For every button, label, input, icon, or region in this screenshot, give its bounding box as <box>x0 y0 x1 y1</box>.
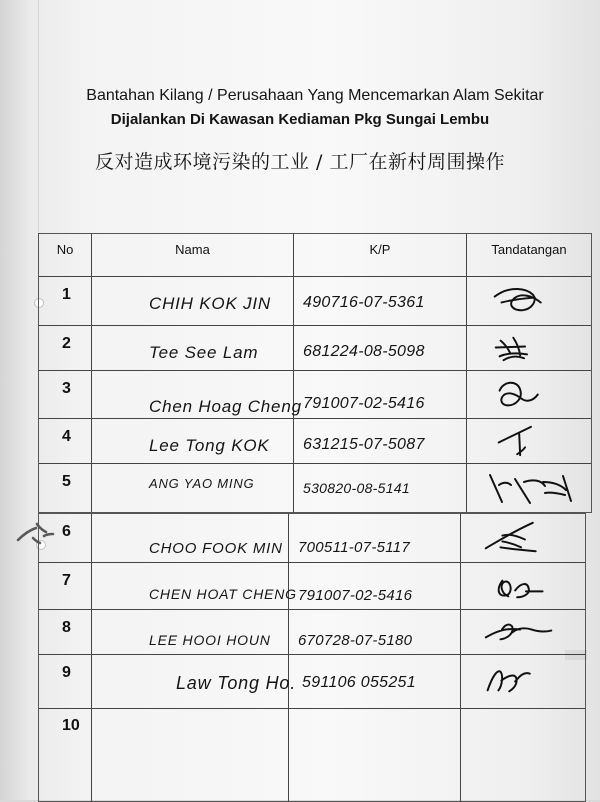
name-cell <box>92 610 289 654</box>
row-number-cell <box>39 277 92 325</box>
name-cell <box>92 326 294 370</box>
header-cell-no <box>39 234 92 276</box>
row-number: 8 <box>62 619 71 636</box>
table-row <box>39 464 591 512</box>
name-cell <box>92 563 297 609</box>
table-row <box>39 709 585 801</box>
signature-cell <box>467 326 591 370</box>
signature-graphic <box>469 610 574 654</box>
table-row <box>39 563 585 610</box>
signature-graphic <box>469 563 574 609</box>
kp-cell <box>294 419 467 463</box>
row-number-cell <box>39 464 92 512</box>
row-kp: 700511-07-5117 <box>298 539 411 556</box>
header-label-kp: K/P <box>369 242 391 257</box>
signature-mark <box>475 464 580 512</box>
row-number: 4 <box>62 428 71 445</box>
header-label-tandatangan: Tandatangan <box>491 242 567 257</box>
header-cell-nama <box>92 234 294 276</box>
kp-cell <box>289 514 461 562</box>
row-name: Law Tong Ho. <box>176 673 297 693</box>
row-number-cell <box>39 655 92 708</box>
row-name: ANG YAO MING <box>149 476 255 491</box>
signature-mark <box>469 563 574 609</box>
row-number: 5 <box>62 473 71 490</box>
row-kp: 670728-07-5180 <box>298 632 413 649</box>
signature-graphic <box>469 514 574 562</box>
row-number: 9 <box>62 664 71 681</box>
signature-graphic <box>475 326 580 370</box>
kp-cell <box>294 277 467 325</box>
signature-cell <box>461 563 585 609</box>
name-cell <box>92 419 294 463</box>
header-label-no: No <box>56 242 74 257</box>
row-number: 1 <box>62 286 71 303</box>
table-header-row <box>39 234 591 277</box>
row-number-cell <box>39 371 92 418</box>
table-row <box>39 655 585 709</box>
name-cell <box>92 464 294 512</box>
row-number: 3 <box>62 380 71 397</box>
row-kp: 631215-07-5087 <box>303 436 425 453</box>
header-cell-tandatangan <box>467 234 591 276</box>
signature-graphic <box>475 277 580 325</box>
kp-cell <box>289 563 461 609</box>
signature-mark <box>475 371 580 418</box>
row-kp: 681224-08-5098 <box>303 343 425 360</box>
heading-line-2: Dijalankan Di Kawasan Kediaman Pkg Sungai Lembu <box>110 111 490 128</box>
paper-tab-edge <box>565 650 587 660</box>
row-number: 2 <box>62 335 71 352</box>
signature-graphic <box>475 464 580 512</box>
table-row <box>39 610 585 655</box>
row-number-cell <box>39 709 92 801</box>
row-number-cell <box>39 419 92 463</box>
row-number-cell <box>39 610 92 654</box>
signature-mark <box>469 610 574 654</box>
signature-cell <box>461 655 585 708</box>
name-cell <box>92 371 302 418</box>
name-cell <box>92 514 289 562</box>
kp-cell <box>289 655 461 708</box>
kp-cell <box>289 709 461 801</box>
signature-cell <box>467 371 591 418</box>
row-name: LEE HOOI HOUN <box>149 632 271 648</box>
row-number: 7 <box>62 572 71 589</box>
signature-cell <box>467 277 591 325</box>
signature-mark <box>475 326 580 370</box>
signature-mark <box>475 419 580 463</box>
table-row <box>39 277 591 326</box>
row-name: CHIH KOK JIN <box>149 294 272 313</box>
signature-cell <box>461 610 585 654</box>
signature-mark <box>475 277 580 325</box>
row-name: Lee Tong KOK <box>149 436 270 455</box>
table-row <box>39 326 591 371</box>
signature-graphic <box>475 419 580 463</box>
row-name: CHOO FOOK MIN <box>149 540 283 557</box>
kp-cell <box>289 610 461 654</box>
heading-line-3: 反对造成环境污染的工业 / 工厂在新村周围操作 <box>95 151 505 173</box>
signature-cell <box>467 464 591 512</box>
row-kp: 791007-02-5416 <box>298 587 413 604</box>
row-kp: 490716-07-5361 <box>303 294 425 311</box>
name-cell <box>92 655 297 708</box>
kp-cell <box>294 464 467 512</box>
kp-cell <box>294 326 467 370</box>
signature-graphic <box>475 371 580 418</box>
signature-mark <box>469 655 574 708</box>
name-cell <box>92 277 294 325</box>
header-cell-kp <box>294 234 467 276</box>
signature-table-upper <box>38 233 592 513</box>
row-kp: 791007-02-5416 <box>303 395 425 412</box>
row-kp: 591106 055251 <box>302 674 416 691</box>
row-number: 6 <box>62 523 71 540</box>
row-number-cell <box>39 326 92 370</box>
row-name: Tee See Lam <box>149 343 259 362</box>
row-name: Chen Hoag Cheng <box>149 397 302 416</box>
signature-mark <box>469 514 574 562</box>
signature-cell <box>461 709 585 801</box>
signature-graphic <box>469 655 574 708</box>
row-number: 10 <box>62 717 80 734</box>
row-name: CHEN HOAT CHENG <box>149 586 297 602</box>
signature-cell <box>461 514 585 562</box>
table-row <box>39 514 585 563</box>
name-cell <box>92 709 289 801</box>
row-number-cell <box>39 563 92 609</box>
heading-line-1: Bantahan Kilang / Perusahaan Yang Mencemarkan Alam Sekitar <box>86 87 544 104</box>
signature-cell <box>467 419 591 463</box>
row-kp: 530820-08-5141 <box>303 480 410 496</box>
table-row <box>39 371 591 419</box>
signature-table-lower <box>38 513 586 802</box>
table-row <box>39 419 591 464</box>
header-label-nama: Nama <box>175 242 210 257</box>
row-number-cell <box>39 514 92 562</box>
kp-cell <box>294 371 467 418</box>
